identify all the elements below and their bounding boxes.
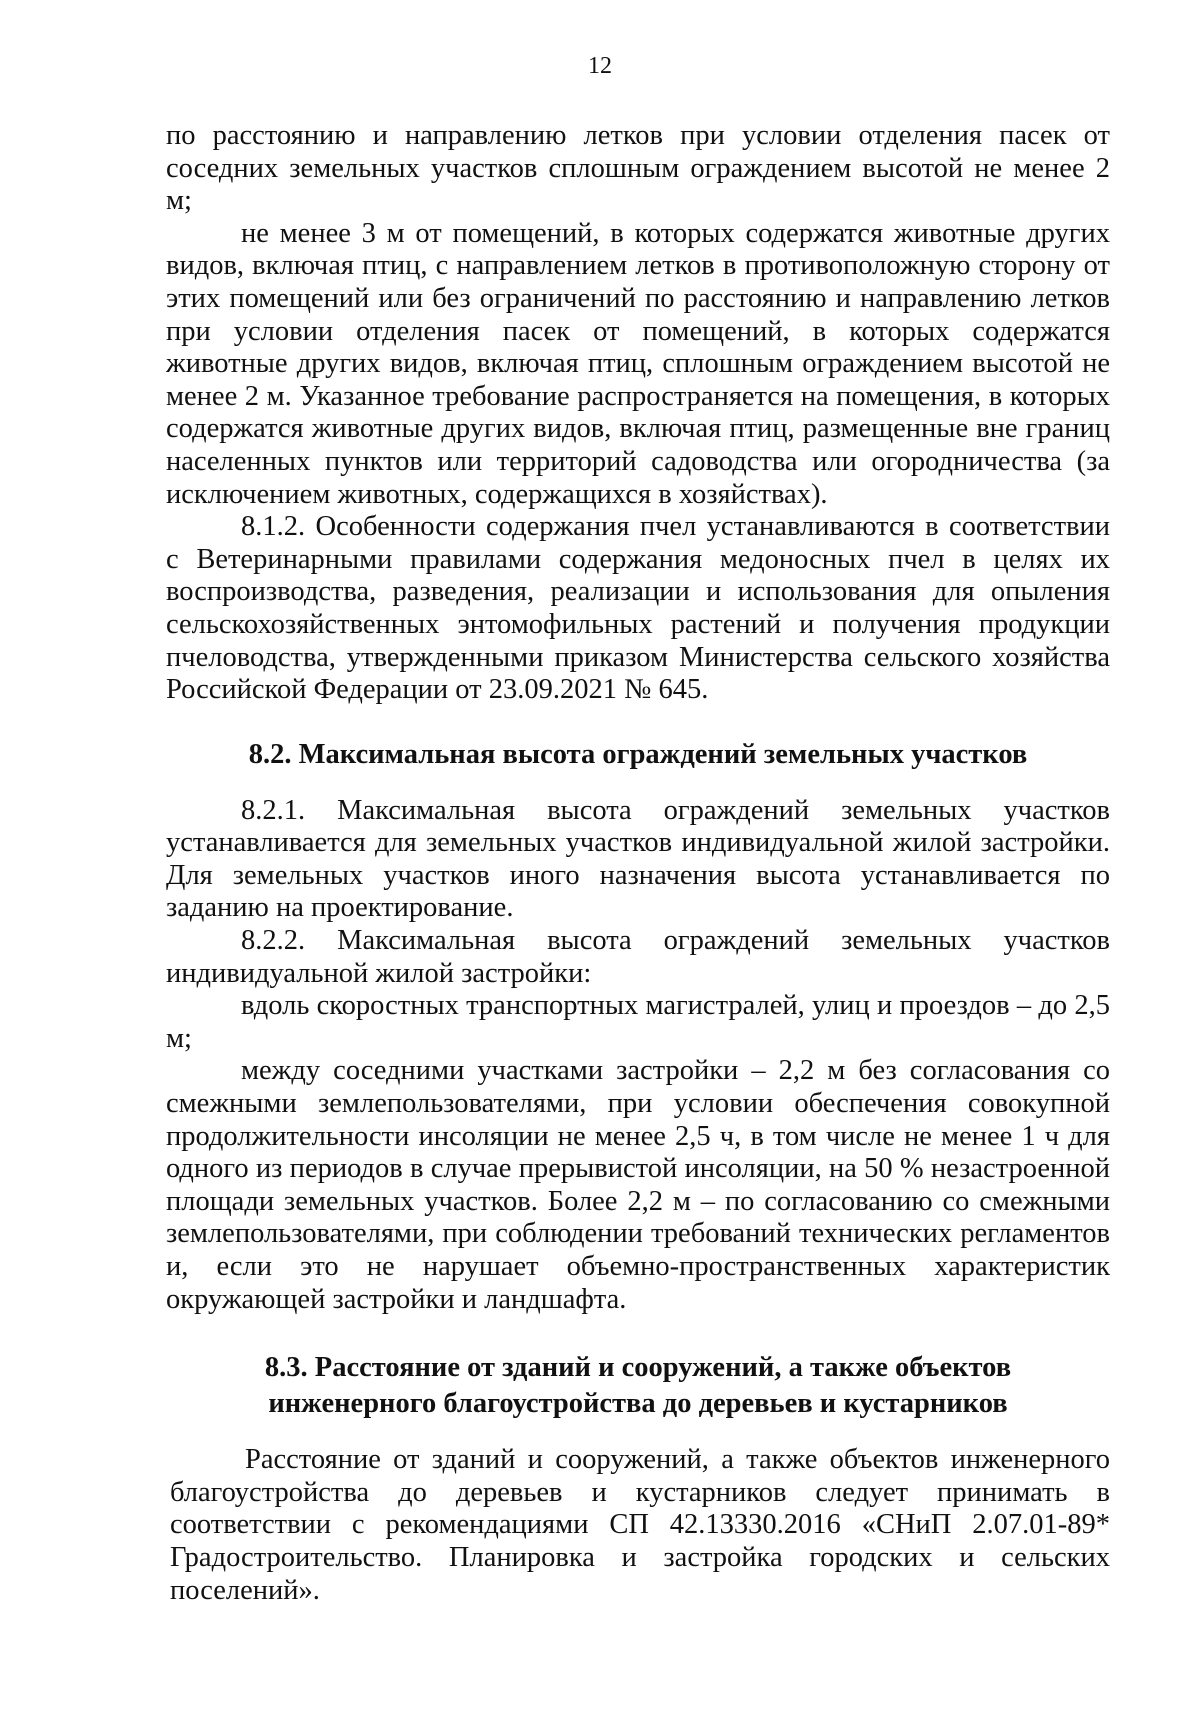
paragraph-continuation: по расстоянию и направлению летков при условии отделения пасек от соседних земельных участков сплошным ограждением высотой не менее 2 м;	[166, 120, 1110, 217]
document-body	[166, 120, 1110, 1607]
paragraph-8-1-2: 8.1.2. Особенности содержания пчел устанавливаются в соответствии с Ветеринарными правилами содержания медоносных пчел в целях их воспроизводства, разведения, реализации и использования для опыления сельскохозяйственных энтомофильных растений и получения продукции пчеловодства, утвержденными приказом Министерства сельского хозяйства Российской Федерации от 23.09.2021 № 645.	[166, 511, 1110, 706]
section-heading-8-3-line1: 8.3. Расстояние от зданий и сооружений, а также объектов	[264, 1352, 1012, 1384]
section-heading-8-2: 8.2. Максимальная высота ограждений земельных участков	[248, 738, 1028, 770]
paragraph-apiary-distance: не менее 3 м от помещений, в которых содержатся животные других видов, включая птиц, с направлением летков в противоположную сторону от этих помещений или без ограничений по расстоянию и направлению летков при условии отделения пасек от помещений, в которых содержатся животные других видов, включая птиц, сплошным ограждением высотой не менее 2 м. Указанное требование распространяется на помещения, в которых содержатся животные других видов, включая птиц, размещенные вне границ населенных пунктов или территорий садоводства или огородничества (за исключением животных, содержащихся в хозяйствах).	[166, 217, 1110, 510]
section-heading-8-3-line2: инженерного благоустройства до деревьев и кустарников	[268, 1388, 1008, 1420]
paragraph-8-3: Расстояние от зданий и сооружений, а также объектов инженерного благоустройства до деревьев и кустарников следует принимать в соответствии с рекомендациями СП 42.13330.2016 «СНиП 2.07.01-89* Градостроительство. Планировка и застройка городских и сельских поселений».	[170, 1444, 1110, 1606]
paragraph-8-2-2: 8.2.2. Максимальная высота ограждений земельных участков индивидуальной жилой застройки:	[166, 925, 1110, 989]
page-number: 12	[588, 53, 612, 79]
paragraph-between-plots: между соседними участками застройки – 2,2 м без согласования со смежными землепользователями, при условии обеспечения совокупной продолжительности инсоляции не менее 2,5 ч, в том числе не менее 1 ч для одного из периодов в случае прерывистой инсоляции, на 50 % незастроенной площади земельных участков. Более 2,2 м – по согласованию со смежными землепользователями, при соблюдении требований технических регламентов и, если это не нарушает объемно-пространственных характеристик окружающей застройки и ландшафта.	[166, 1055, 1110, 1315]
section-heading-8-3	[166, 1350, 1110, 1422]
paragraph-along-roads: вдоль скоростных транспортных магистралей, улиц и проездов – до 2,5 м;	[166, 990, 1110, 1054]
paragraph-8-2-1: 8.2.1. Максимальная высота ограждений земельных участков устанавливается для земельных участков индивидуальной жилой застройки. Для земельных участков иного назначения высота устанавливается по заданию на проектирование.	[166, 794, 1110, 924]
